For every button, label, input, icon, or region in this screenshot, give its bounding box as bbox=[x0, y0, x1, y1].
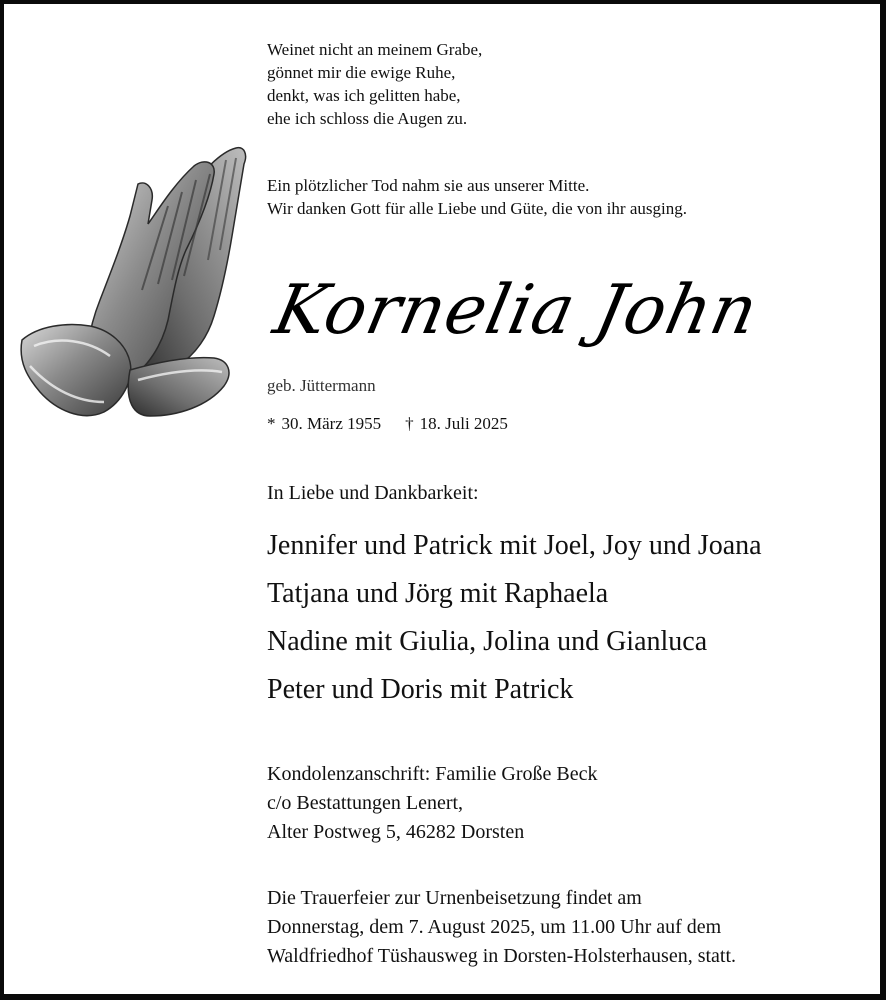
deceased-name: Kornelia John bbox=[267, 271, 765, 350]
poem-line: Weinet nicht an meinem Grabe, bbox=[267, 40, 483, 59]
dedication: In Liebe und Dankbarkeit: bbox=[267, 482, 479, 504]
service-info bbox=[267, 884, 736, 971]
service-line: Die Trauerfeier zur Urnenbeisetzung findet am bbox=[267, 887, 642, 909]
birth-star-icon: * bbox=[267, 414, 276, 433]
birth-name: geb. Jüttermann bbox=[267, 376, 376, 395]
poem bbox=[267, 38, 482, 130]
intro-line: Ein plötzlicher Tod nahm sie aus unserer Mitte. bbox=[267, 176, 590, 195]
life-dates bbox=[267, 414, 514, 434]
death-date: 18. Juli 2025 bbox=[419, 414, 508, 433]
address-line: c/o Bestattungen Lenert, bbox=[267, 792, 464, 814]
mourner-line: Nadine mit Giulia, Jolina und Gianluca bbox=[267, 626, 708, 657]
intro-text bbox=[267, 174, 687, 220]
service-line: Waldfriedhof Tüshausweg in Dorsten-Holsterhausen, statt. bbox=[267, 945, 737, 967]
death-cross-icon: † bbox=[405, 414, 414, 433]
birth-date: 30. März 1955 bbox=[281, 414, 382, 433]
address-line: Alter Postweg 5, 46282 Dorsten bbox=[267, 821, 525, 843]
poem-line: ehe ich schloss die Augen zu. bbox=[267, 109, 468, 128]
address-line: Kondolenzanschrift: Familie Große Beck bbox=[267, 763, 598, 785]
praying-hands-icon bbox=[18, 140, 254, 420]
mourners-list bbox=[267, 524, 762, 716]
mourner-line: Peter und Doris mit Patrick bbox=[267, 674, 574, 705]
mourner-line: Tatjana und Jörg mit Raphaela bbox=[267, 578, 609, 609]
service-line: Donnerstag, dem 7. August 2025, um 11.00 Uhr auf dem bbox=[267, 916, 722, 938]
intro-line: Wir danken Gott für alle Liebe und Güte, die von ihr ausging. bbox=[267, 199, 687, 218]
poem-line: gönnet mir die ewige Ruhe, bbox=[267, 63, 456, 82]
condolence-address bbox=[267, 760, 597, 847]
mourner-line: Jennifer und Patrick mit Joel, Joy und Joana bbox=[267, 530, 762, 561]
poem-line: denkt, was ich gelitten habe, bbox=[267, 86, 461, 105]
